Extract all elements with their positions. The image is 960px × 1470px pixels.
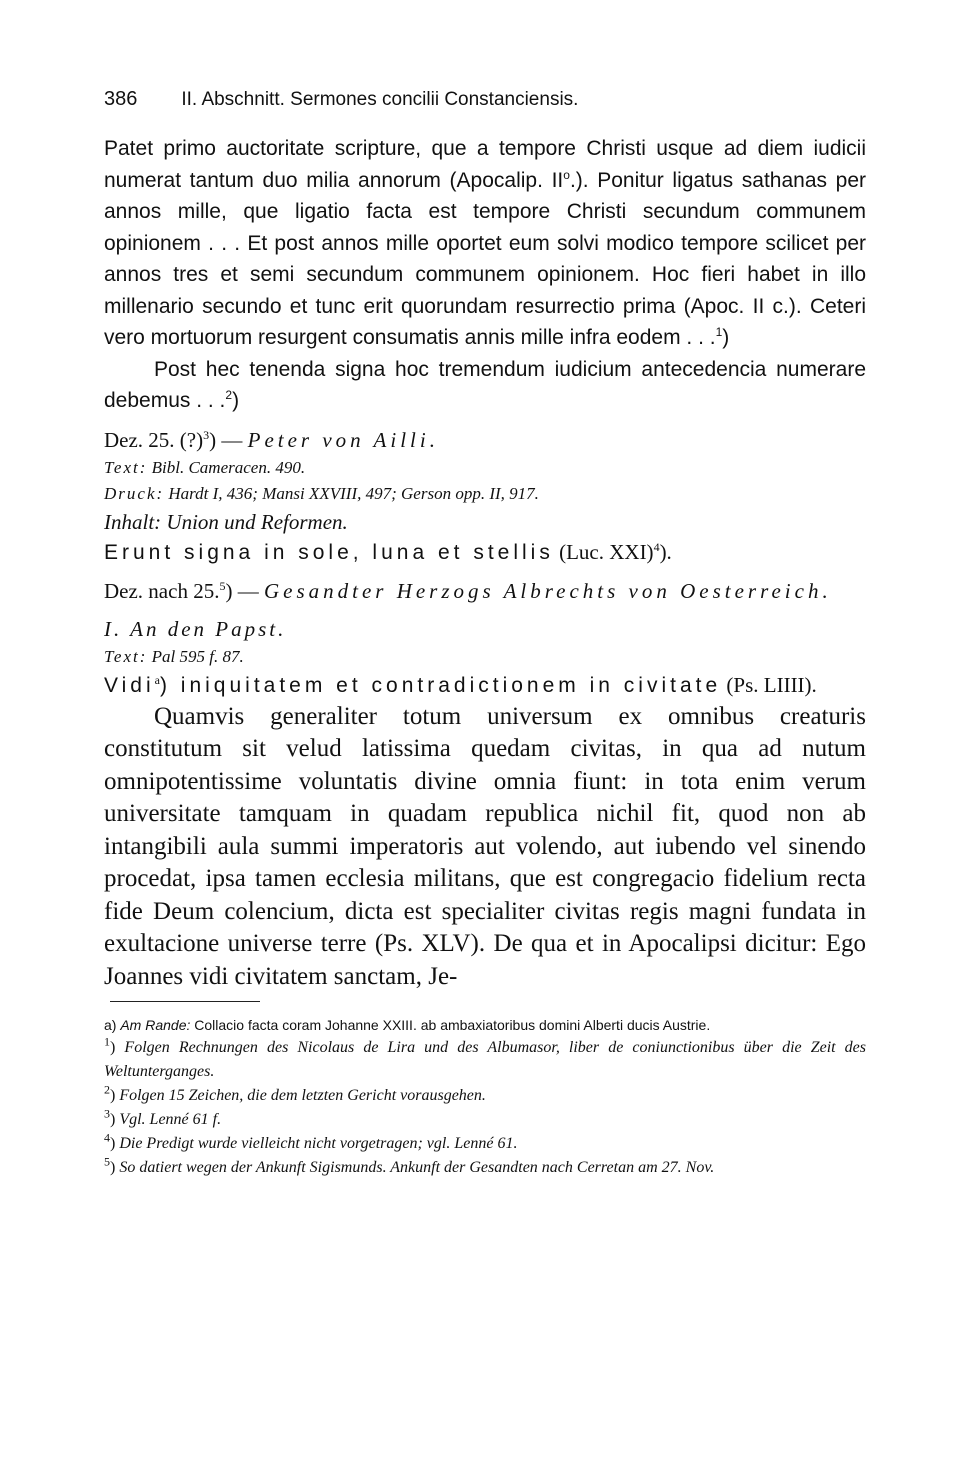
entry1-druck-line xyxy=(104,481,866,507)
entry1-text-label: Text: xyxy=(104,457,148,477)
entry1-druck-value: Hardt I, 436; Mansi XXVIII, 497; Gerson opp. II, 917. xyxy=(168,483,539,503)
entry2-text-label: Text: xyxy=(104,646,148,666)
footnote-5-mark: 5 xyxy=(104,1154,110,1169)
entry2-theme-ref: (Ps. LIIII). xyxy=(726,672,817,697)
footnote-1: $^1$) Folgen Rechnungen des Nicolaus de Lira und des Albumasor, liber de coniunctionibus über die Zeit des Weltunterganges. xyxy=(104,1034,867,1080)
footnote-5-text: So datiert wegen der Ankunft Sigismunds. Ankunft der Gesandten nach Cerretan am 27. Nov. xyxy=(119,1159,715,1176)
footnote-4-mark: 4 xyxy=(104,1130,110,1145)
spacer xyxy=(104,417,866,425)
entry2-theme-b: ) iniquitatem et contradictionem in civitate xyxy=(159,673,722,697)
footnote-ref-4[interactable]: 4 xyxy=(653,539,660,554)
superscript-o: o xyxy=(563,167,570,182)
footnote-2-text: Folgen 15 Zeichen, die dem letzten Gericht vorausgehen. xyxy=(119,1087,486,1104)
footnote-3-mark: 3 xyxy=(104,1106,110,1121)
para2-text-2: ) xyxy=(232,389,240,412)
para2-text-1: Post hec tenenda signa hoc tremendum iudicium antecedencia numerare debemus . . . xyxy=(104,357,866,412)
para1-text-1: Patet primo auctoritate scripture, que a tempore Christi usque ad diem iudicii numerat tantum duo milia annorum (Apocalip. II xyxy=(104,137,866,192)
footnote-ref-a[interactable]: a xyxy=(154,672,160,687)
footnote-2-mark: 2 xyxy=(104,1082,110,1097)
footnote-3-text: Vgl. Lenné 61 f. xyxy=(119,1111,222,1128)
entry2-theme-line xyxy=(104,670,866,701)
footnote-a-mark: a) xyxy=(104,1017,117,1033)
footnote-3: $^3$) Vgl. Lenné 61 f. xyxy=(104,1106,222,1128)
entry1-inhalt-label: Inhalt: xyxy=(104,509,162,534)
entry2-theme-a: Vidi xyxy=(104,673,155,697)
footnote-2: $^2$) Folgen 15 Zeichen, die dem letzten Gericht vorausgehen. xyxy=(104,1082,486,1104)
entry1-druck-label: Druck: xyxy=(104,483,165,503)
footnote-1-mark: 1 xyxy=(104,1034,110,1049)
running-title: II. Abschnitt. Sermones concilii Constanciensis. xyxy=(181,89,579,110)
entry1-text-line xyxy=(104,455,866,481)
entry2-date: Dez. nach 25. xyxy=(104,578,220,603)
page-number: 386 xyxy=(104,88,138,110)
entry1-inhalt-value: Union und Reformen. xyxy=(166,509,348,534)
paragraph-signs xyxy=(104,354,866,417)
footnote-4-text: Die Predigt wurde vielleicht nicht vorgetragen; vgl. Lenné 61. xyxy=(119,1135,518,1152)
spacer xyxy=(104,568,866,576)
footnote-1-text: Folgen Rechnungen des Nicolaus de Lira und des Albumasor, liber de coniunctionibus über die Zeit des Weltunterganges. xyxy=(104,1039,867,1080)
entry1-theme-line xyxy=(104,537,866,568)
footnote-ref-5[interactable]: 5 xyxy=(219,578,226,593)
entry1-text-value: Bibl. Cameracen. 490. xyxy=(151,457,306,477)
entry1-theme-end: ). xyxy=(659,539,672,564)
entry2-close: ) xyxy=(225,578,233,603)
footnote-a xyxy=(104,1014,866,1036)
page-header xyxy=(104,88,866,111)
entry1-inhalt-line xyxy=(104,507,866,537)
entry2-text-line xyxy=(104,644,866,670)
entry1-theme: Erunt signa in sole, luna et stellis xyxy=(104,540,554,564)
para1-text-3: ) xyxy=(722,326,730,349)
paragraph-apocalypse xyxy=(104,133,866,354)
footnote-ref-1[interactable]: 1 xyxy=(715,325,723,339)
entry1-date: Dez. 25. (?) xyxy=(104,427,204,452)
entry2-text-value: Pal 595 f. 87. xyxy=(151,646,244,666)
entry2-dash: — xyxy=(237,578,259,603)
entry1-author: Peter von Ailli. xyxy=(247,427,439,452)
para1-text-2: .). Ponitur ligatus sathanas per annos mille, que ligatio facta est tempore Christi secundum communem opinionem . . . Et post annos mille oportet eum solvi modico tempore scilicet per annos tres et semi secundum communem opinionem. Hoc fieri habet in illo millenario secundo et tunc erit quorundam resurrectio prima (Apoc. II c.). Ceteri vero mortuorum resurgent consumatis annis mille infra eodem . . . xyxy=(104,168,866,349)
entry2-section-title: I. An den Papst. xyxy=(104,616,287,641)
footnote-divider xyxy=(110,1001,260,1002)
footnote-a-text: Collacio facta coram Johanne XXIII. ab ambaxiatoribus domini Alberti ducis Austrie. xyxy=(194,1017,711,1033)
footnote-ref-3[interactable]: 3 xyxy=(203,427,210,442)
footnote-4: $^4$) Die Predigt wurde vielleicht nicht vorgetragen; vgl. Lenné 61. xyxy=(104,1130,518,1152)
entry2-author: Gesandter Herzogs Albrechts von Oesterreich. xyxy=(263,578,832,603)
spacer xyxy=(104,606,866,614)
entry1-dash: — xyxy=(221,427,243,452)
entry1-theme-ref: (Luc. XXI) xyxy=(559,539,654,564)
footnote-ref-2[interactable]: 2 xyxy=(225,388,233,402)
book-page xyxy=(104,88,866,1180)
entry1-close: ) xyxy=(209,427,217,452)
footnote-a-label: Am Rande: xyxy=(120,1017,191,1033)
entry-heading-ailli xyxy=(104,425,866,455)
footnote-5: $^5$) So datiert wegen der Ankunft Sigismunds. Ankunft der Gesandten nach Cerretan am 27. Nov. xyxy=(104,1154,715,1176)
entry-heading-austria xyxy=(104,576,866,606)
body-paragraph: Quamvis generaliter totum universum ex omnibus creaturis constitutum sit velud latissima quedam civitas, in qua ad nutum omnipotentissime voluntatis divine omnia fiunt: in tota enim verum universitate tamquam in quadam republica nichil fit, quod non ab intangibili aula summi imperatoris aut volendo, aut iubendo vel sinendo procedat, ipsa tamen ecclesia militans, que est congregacio fidelium recta fide Deum colencium, dicta est specialiter civitas regis magni fundata in exultacione universe terre (Ps. XLV). De qua et in Apocalipsi dicitur: Ego Joannes vidi civitatem sanctam, Je- xyxy=(104,702,866,990)
